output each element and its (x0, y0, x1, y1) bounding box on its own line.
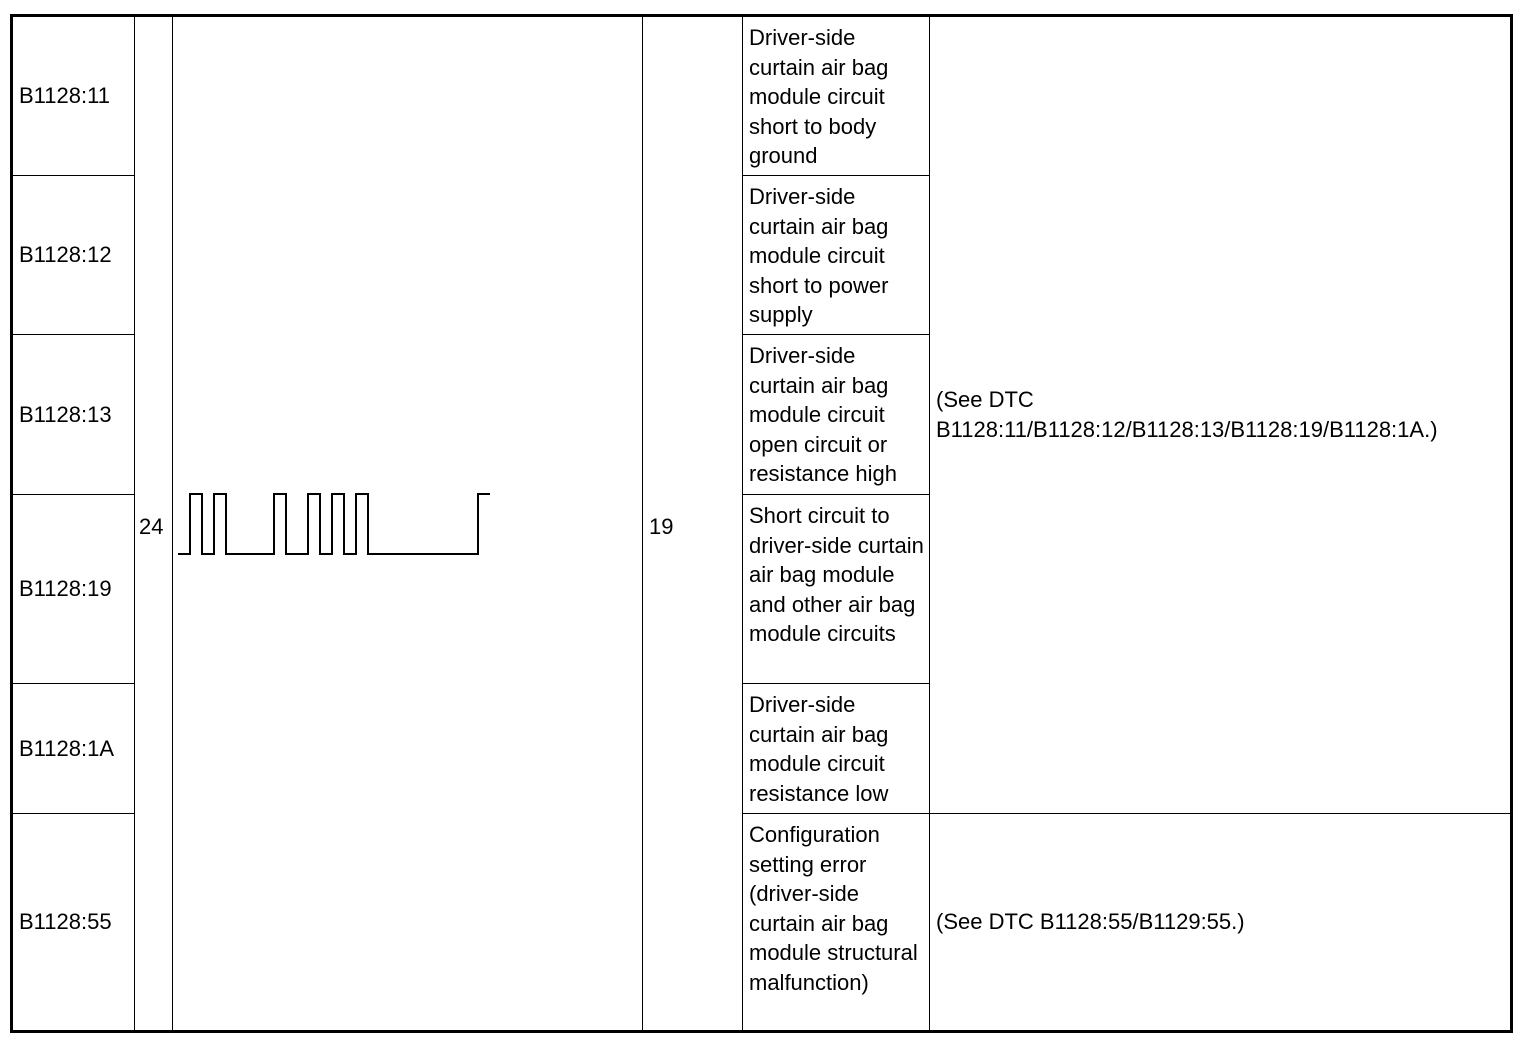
blink-pattern-waveform-icon (177, 492, 497, 562)
dtc-description-cell (743, 335, 929, 494)
flash-count-cell (135, 17, 172, 1036)
reference-text: (See DTC B1128:55/B1129:55.) (936, 909, 1245, 935)
dtc-code-cell (13, 176, 134, 334)
dtc-code-cell (13, 17, 134, 175)
dtc-description-cell (743, 176, 929, 334)
display-code: 19 (649, 513, 674, 539)
reference-text: (See DTC B1128:11/B1128:12/B1128:13/B1128:19/B1128:1A.) (936, 387, 1438, 442)
display-code-cell (643, 17, 742, 1036)
reference-cell (930, 17, 1510, 813)
dtc-code: B1128:11 (19, 83, 110, 109)
dtc-code-cell (13, 814, 134, 1030)
dtc-code: B1128:55 (19, 909, 112, 935)
dtc-code-cell (13, 684, 134, 813)
column-divider (172, 17, 173, 1030)
dtc-description: Driver-side curtain air bag module circuit short to body ground (749, 25, 889, 169)
dtc-code: B1128:13 (19, 401, 112, 427)
dtc-code: B1128:12 (19, 242, 112, 268)
dtc-description: Driver-side curtain air bag module circuit resistance low (749, 692, 889, 806)
dtc-code: B1128:19 (19, 576, 112, 602)
dtc-code-cell (13, 495, 134, 683)
flash-count: 24 (139, 513, 164, 539)
dtc-description-cell (743, 814, 929, 1030)
dtc-code: B1128:1A (19, 735, 115, 761)
dtc-description-cell (743, 17, 929, 175)
dtc-code-cell (13, 335, 134, 494)
dtc-description-cell (743, 495, 929, 683)
dtc-description: Configuration setting error (driver-side curtain air bag module structural malfunction) (749, 822, 918, 995)
reference-cell (930, 814, 1510, 1030)
dtc-description: Short circuit to driver-side curtain air bag module and other air bag module circuits (749, 503, 924, 647)
dtc-description-cell (743, 684, 929, 813)
dtc-description: Driver-side curtain air bag module circuit short to power supply (749, 184, 889, 328)
dtc-description: Driver-side curtain air bag module circuit open circuit or resistance high (749, 343, 897, 487)
